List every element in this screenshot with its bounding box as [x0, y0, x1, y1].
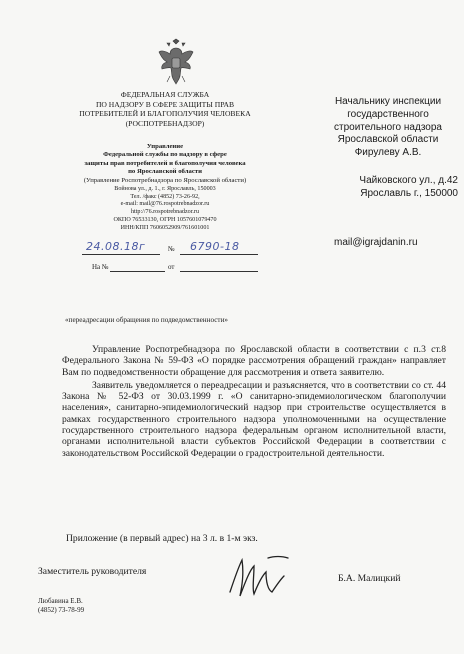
ref-date-line [180, 271, 258, 272]
recipient-line: государственного [347, 108, 429, 120]
executor-name: Любавина Е.В. [38, 597, 83, 605]
reg-number-line [180, 254, 258, 255]
recipient-line: Начальнику инспекции [334, 96, 442, 107]
dept-note: (Управление Роспотребнадзора по Ярославской области) [83, 176, 247, 184]
recipient-line: строительного надзора [334, 121, 442, 133]
ref-from: от [168, 263, 175, 271]
recipient-email: mail@igrajdanin.ru [334, 237, 418, 248]
executor-block [38, 597, 84, 615]
body-paragraph: Управление Роспотребнадзора по Ярославской области в соответствии с п.3 ст.8 Федерального Закона № 59-ФЗ «О порядке рассмотрения обращений граждан» направляет Вам по подведомственности обращение для рассмотрения и ответа заявителю. [62, 344, 446, 378]
address-line: Чайковского ул., д.42 [359, 175, 458, 186]
contact-line: http://76.rospotrebnadzor.ru [130, 209, 200, 216]
letter-body [62, 344, 446, 459]
recipient-line: Ярославской области [337, 134, 439, 146]
agency-header [70, 90, 260, 128]
recipient-line: Фирулеву А.В. [354, 147, 422, 159]
reg-number-sign: № [168, 245, 175, 253]
reg-number: 6790-18 [190, 240, 240, 253]
agency-line: ФЕДЕРАЛЬНАЯ СЛУЖБА [120, 90, 210, 99]
contact-line: ИНН/КПП 7606052909/761601001 [120, 224, 210, 231]
department-block [70, 143, 260, 185]
attachment-note: Приложение (в первый адрес) на 3 л. в 1-м экз. [66, 533, 258, 544]
reg-date-line [82, 254, 160, 255]
agency-line: ПО НАДЗОРУ В СФЕРЕ ЗАЩИТЫ ПРАВ [95, 99, 235, 109]
contact-line: e-mail: mail@76.rospotrebnadzor.ru [120, 201, 210, 208]
reg-date: 24.08.18г [86, 240, 146, 253]
contact-line: Войнова ул., д. 1., г. Ярославль, 150003 [114, 186, 216, 192]
agency-line: ПОТРЕБИТЕЛЕЙ И БЛАГОПОЛУЧИЯ ЧЕЛОВЕКА [79, 109, 251, 118]
letter-subject: «переадресации обращения по подведомственности» [65, 316, 229, 324]
signatory-name: Б.А. Малицкий [338, 573, 401, 584]
contact-line: ОКПО 76533130, ОГРН 1057601079470 [113, 216, 217, 223]
coat-of-arms-emblem [158, 38, 194, 86]
recipient-block [318, 96, 458, 160]
handwritten-signature [224, 540, 304, 610]
body-paragraph: Заявитель уведомляется о переадресации и разъясняется, что в соответствии со ст. 44 Закона № 52-ФЗ от 30.03.1999 г. «О санитарно-эпидемиологическом благополучии населения», санитарно-эпидемиологический надзор при строительстве осуществляется в рамках государственного строительного надзора уполномоченными на осуществление государственного строительного надзора федеральным органом исполнительной власти, органами исполнительной власти субъектов Российской Федерации в соответствии с законодательством Российской Федерации о градостроительной деятельности. [62, 379, 446, 459]
dept-line: защиты прав потребителей и благополучия человека [84, 159, 246, 167]
agency-line: (РОСПОТРЕБНАДЗОР) [125, 118, 205, 128]
recipient-address [322, 175, 458, 201]
dept-line: Федеральной службы по надзору в сфере [103, 151, 227, 159]
dept-line: по Ярославской области [128, 168, 202, 176]
ref-number-line [110, 271, 165, 272]
dept-line: Управление [146, 143, 184, 150]
contact-line: Тел. /факс (4852) 73-26-92, [130, 193, 200, 200]
executor-phone: (4852) 73-78-99 [38, 606, 85, 614]
sender-contacts [70, 186, 260, 232]
address-line: Ярославль г., 150000 [360, 187, 458, 199]
signatory-role: Заместитель руководителя [38, 566, 147, 577]
ref-label: На № [92, 263, 109, 271]
